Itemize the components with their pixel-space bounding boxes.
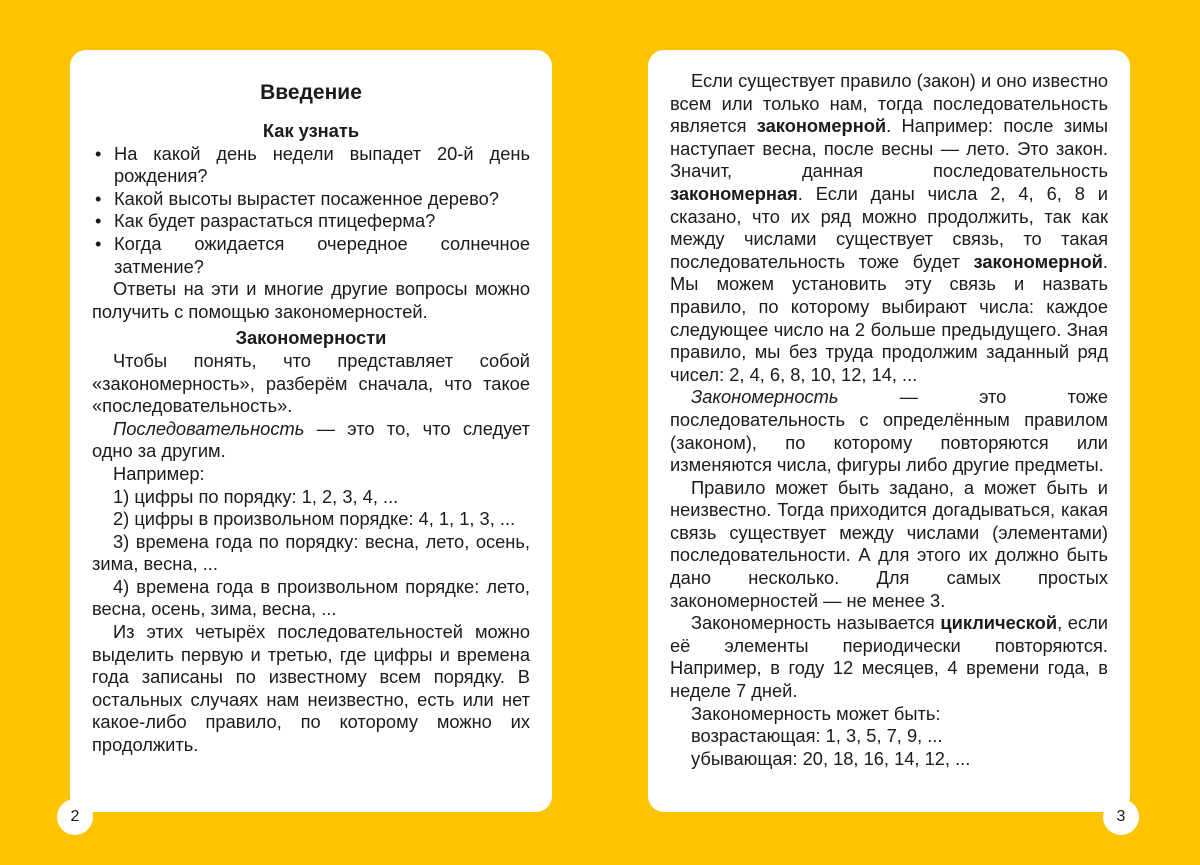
example-2: 2) цифры в произвольном порядке: 4, 1, 1, 3, ...: [113, 508, 516, 530]
bold-term: закономерной: [756, 115, 887, 137]
text-span: . Например: после зимы наступает весна, после весны — лето. Это закон. Значит, данная последовательность: [670, 115, 1108, 182]
bold-term: циклической: [940, 612, 1058, 634]
term-sequence: Последовательность: [113, 417, 305, 439]
text-span: — это тоже последовательность с определённым правилом (законом), по которому повторяются или изменяются числа, фигуры либо другие предметы.: [670, 386, 1108, 476]
list-item: • Как будет разрастаться птицеферма?: [92, 210, 530, 233]
right-page-body: [670, 70, 1108, 770]
text-span: . Если даны числа 2, 4, 6, 8 и сказано, что их ряд можно продолжить, так как между числами существует связь, то такая последовательность тоже будет: [670, 182, 1108, 272]
paragraph-types: Закономерность может быть:: [691, 702, 941, 724]
question-list: [92, 143, 530, 279]
paragraph-pattern-definition: [670, 386, 1108, 476]
section-heading-how-to-know: Как узнать: [262, 120, 360, 141]
text-span: . Мы можем установить эту связь и назвать правило, по которому выбирают числа: каждое следующее число на 2 больше предыдущего. Зная правило, мы без труда продолжим заданный ряд чисел: 2, 4, 6, 8, 10, 12, 14, ...: [670, 250, 1108, 385]
page-title: Введение: [260, 81, 362, 104]
example-3: 3) времена года по порядку: весна, лето, осень, зима, весна, ...: [92, 530, 530, 575]
paragraph-decreasing: убывающая: 20, 18, 16, 14, 12, ...: [691, 747, 971, 769]
paragraph-rule: Правило может быть задано, а может быть и неизвестно. Тогда приходится догадываться, какая связь существует между числами (элементами) последовательности. А для этого их должно быть дано несколько. Для самых простых закономерностей — не менее 3.: [670, 476, 1108, 611]
term-pattern: Закономерность: [691, 386, 839, 408]
left-page-body: [92, 120, 530, 757]
answers-paragraph: Ответы на эти и многие другие вопросы можно получить с помощью закономерностей.: [92, 278, 530, 322]
paragraph-for-example: Например:: [113, 462, 205, 484]
text-span: Закономерность называется: [691, 612, 941, 634]
example-4: 4) времена года в произвольном порядке: лето, весна, осень, зима, весна, ...: [92, 575, 530, 620]
section-heading-patterns: Закономерности: [235, 327, 387, 349]
paragraph-cyclic: [670, 612, 1108, 702]
paragraph-increasing: возрастающая: 1, 3, 5, 7, 9, ...: [691, 725, 943, 747]
bold-term: закономерной: [973, 250, 1103, 272]
definition-text: — это то, что следует одно за другим.: [92, 417, 530, 462]
page-number-right: 3: [1103, 799, 1139, 835]
text-span: , если её элементы периодически повторяются. Например, в году 12 месяцев, 4 времени года, в неделе 7 дней.: [670, 612, 1108, 702]
page-number-left: 2: [57, 799, 93, 835]
example-1: 1) цифры по порядку: 1, 2, 3, 4, ...: [113, 485, 399, 507]
bold-term: закономерная: [670, 182, 798, 204]
list-item: • Какой высоты вырастет посаженное дерево?: [92, 188, 530, 211]
paragraph-conclusion: Из этих четырёх последовательностей можно выделить первую и третью, где цифры и времена года записаны по известному всем порядку. В остальных случаях нам неизвестно, есть или нет какое-либо правило, по которому можно их продолжить.: [92, 621, 530, 756]
list-item: • Когда ожидается очередное солнечное затмение?: [92, 233, 530, 278]
list-item: • На какой день недели выпадет 20-й день рождения?: [92, 143, 530, 188]
right-page: [648, 50, 1130, 812]
text-span: Если существует правило (закон) и оно известно всем или только нам, тогда последовательность является: [670, 70, 1108, 137]
paragraph-understand: Чтобы понять, что представляет собой «закономерность», разберём сначала, что такое «последовательность».: [92, 349, 530, 417]
paragraph-law: [670, 70, 1108, 386]
paragraph-sequence-definition: [92, 418, 530, 463]
left-page: [70, 50, 552, 812]
